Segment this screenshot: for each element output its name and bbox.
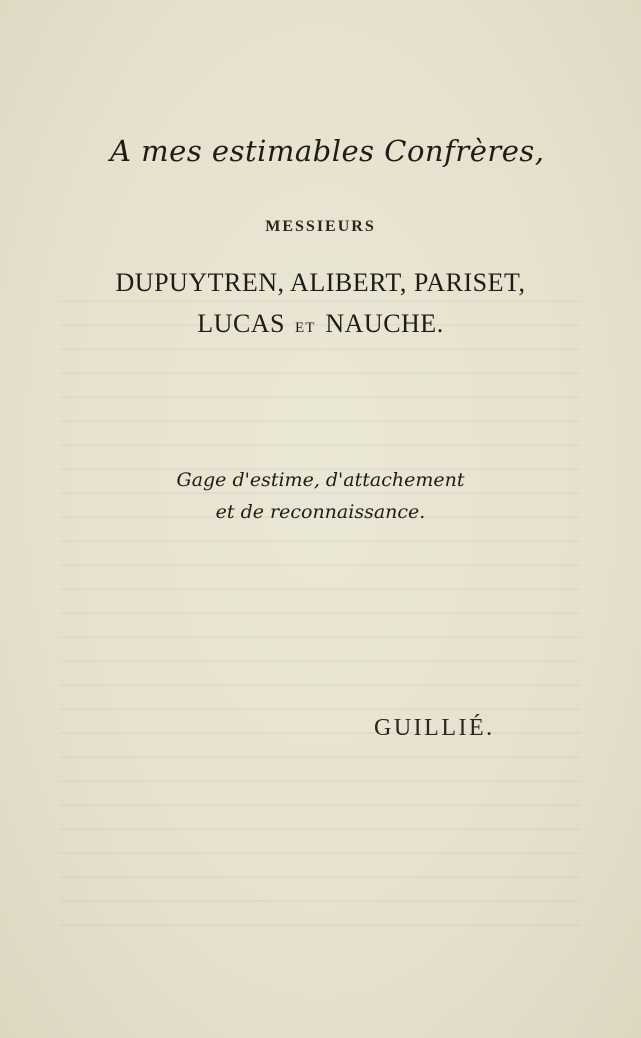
conjunction-et: ET <box>295 320 316 336</box>
dedicatee-names-line-2 <box>0 309 641 339</box>
salutation: MESSIEURS <box>265 218 376 235</box>
dedicatee-names-line-1: DUPUYTREN, ALIBERT, PARISET, <box>115 268 526 297</box>
dedication-line: A mes estimables Confrères, <box>110 134 545 168</box>
pledge-line-1: Gage d'estime, d'attachement <box>176 469 465 491</box>
author-signature: GUILLIÉ. <box>374 715 495 741</box>
pledge-line-2: et de reconnaissance. <box>215 501 426 523</box>
dedicatee-name-nauche: NAUCHE. <box>325 309 444 338</box>
show-through-texture <box>60 300 580 940</box>
dedicatee-name-lucas: LUCAS <box>197 309 286 338</box>
